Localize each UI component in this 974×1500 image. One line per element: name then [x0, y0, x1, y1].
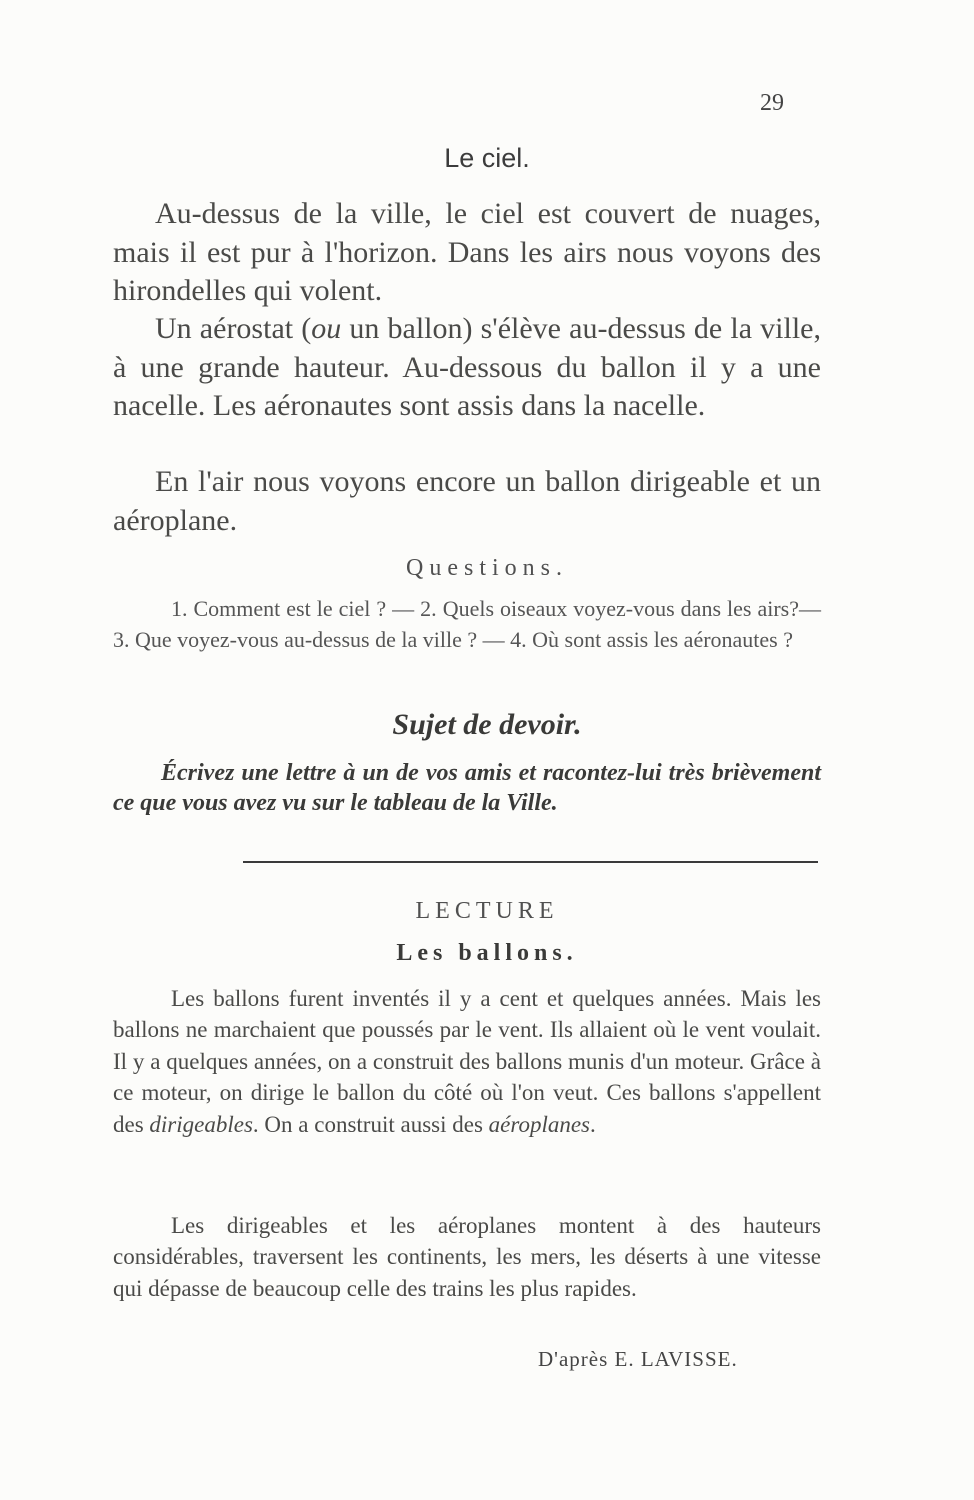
questions-text: 1. Comment est le ciel ? — 2. Quels oiseaux voyez-vous dans les airs?—3. Que voyez-vous au-dessus de la ville ? — 4. Où sont assis les aéronautes ? — [113, 596, 821, 652]
lecture-p1-text: Les ballons furent inventés il y a cent et quelques années. Mais les ballons ne marchaient que poussés par le vent. Ils allaient où le vent voulait. Il y a quelques années, on a construit des ballons munis d'un moteur. Grâce à ce moteur, on dirige le ballon du côté où l'on veut. Ces ballons s'appellent des — [113, 986, 821, 1137]
ciel-paragraph-2-italic: ou — [311, 312, 342, 345]
lecture-p1-dirigeables: dirigeables — [149, 1111, 253, 1137]
ciel-paragraph-2-rest: un ballon) s'élève au-dessus de la ville, à une grande hauteur. Au-dessous du ballon il y a une nacelle. Les aéronautes sont assis dans la nacelle. — [113, 312, 821, 422]
sujet-text: Écrivez une lettre à un de vos amis et racontez-lui très brièvement ce que vous avez vu sur le tableau de la Ville. — [113, 760, 821, 816]
ciel-paragraph-3: En l'air nous voyons encore un ballon dirigeable et un aéroplane. — [113, 465, 821, 537]
lecture-p1-aeroplanes: aéroplanes — [488, 1111, 590, 1137]
lecture-paragraph-1 — [113, 983, 821, 1140]
questions-heading: Questions. — [406, 555, 568, 581]
sujet-title: Sujet de devoir. — [392, 708, 582, 741]
attribution: D'après E. LAVISSE. — [538, 1347, 738, 1371]
lecture-title: Les ballons. — [396, 940, 578, 966]
ciel-paragraph-1: Au-dessus de la ville, le ciel est couvert de nuages, mais il est pur à l'horizon. Dans les airs nous voyons des hirondelles qui volent. — [113, 197, 821, 307]
ciel-paragraph-2-start: Un aérostat ( — [155, 312, 312, 345]
lecture-p1-end: . — [590, 1111, 596, 1137]
section-divider — [243, 861, 818, 863]
page-number: 29 — [760, 90, 784, 116]
page-title: Le ciel. — [444, 143, 530, 173]
lecture-paragraph-2: Les dirigeables et les aéroplanes montent à des hauteurs considérables, traversent les continents, les mers, les déserts à une vitesse qui dépasse de beaucoup celle des trains les plus rapides. — [113, 1213, 821, 1301]
ciel-paragraph-2 — [113, 310, 821, 426]
lecture-heading: LECTURE — [415, 898, 559, 924]
lecture-p1-middle: . On a construit aussi des — [252, 1111, 489, 1137]
